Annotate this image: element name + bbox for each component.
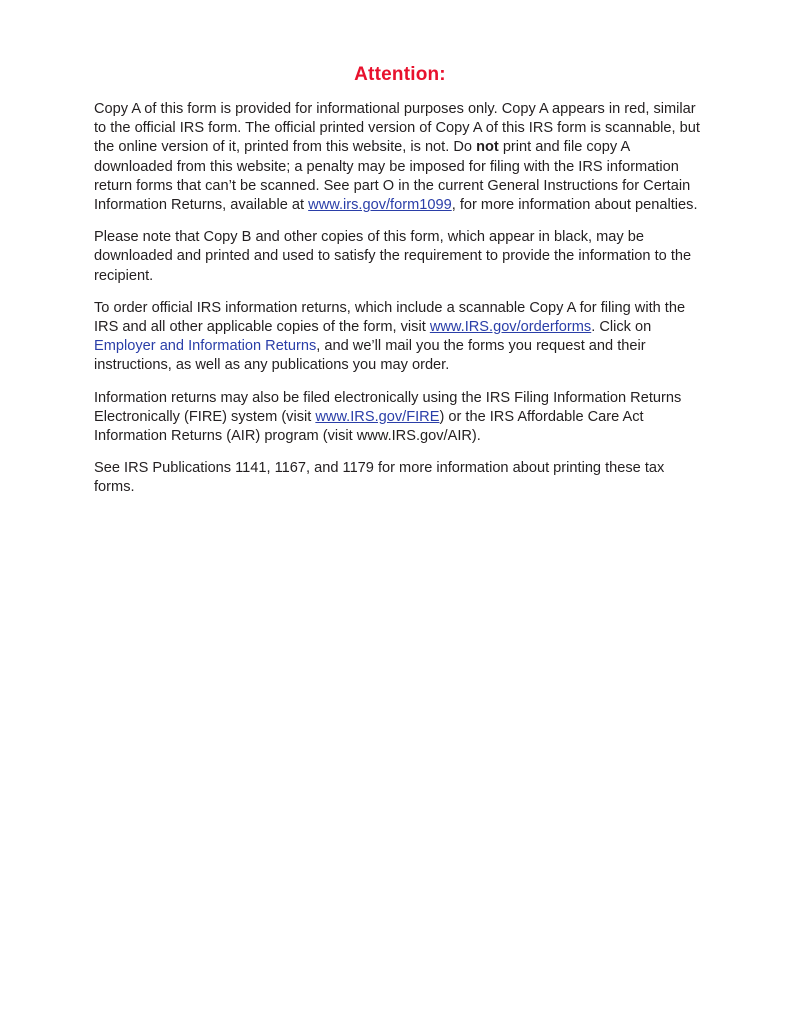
link-fire[interactable]: www.IRS.gov/FIRE [315, 408, 440, 425]
paragraph-1-text-part-2: print and file copy A downloaded from this website; a penalty may be imposed for filing with the IRS information return forms that can’t be scanned. See part O in the current General Instructions for Certain Information Returns, available at [94, 139, 691, 214]
paragraph-3-text-part-1: To order official IRS information returns, which include a scannable Copy A for filing with the IRS and all other applicable copies of the form, visit [94, 299, 686, 336]
paragraph-3-text-part-3: , and we’ll mail you the forms you request and their instructions, as well as any publications you may order. [94, 338, 646, 374]
link-orderforms[interactable]: www.IRS.gov/orderforms [429, 319, 592, 336]
page-title: Attention: [354, 64, 446, 85]
document-content [94, 64, 706, 498]
paragraph-publications [94, 459, 706, 497]
paragraph-copy-b [94, 228, 706, 286]
paragraph-4-text-part-1: Information returns may also be filed electronically using the IRS Filing Information Returns Electronically (FIRE) system (visit [94, 389, 682, 425]
paragraph-5-text: See IRS Publications 1141, 1167, and 1179 for more information about printing these tax forms. [94, 460, 665, 496]
paragraph-1-text-part-3: , for more information about penalties. [451, 197, 698, 214]
link-form1099[interactable]: www.irs.gov/form1099 [308, 197, 452, 214]
paragraph-2-text: Please note that Copy B and other copies of this form, which appear in black, may be downloaded and printed and used to satisfy the requirement to provide the information to the recipient. [94, 229, 692, 284]
paragraph-1-emphasis-not: not [476, 139, 499, 156]
link-employer-and-information-returns[interactable]: Employer and Information Returns [94, 338, 317, 355]
paragraph-fire-system [94, 389, 706, 447]
paragraph-1-text-part-1: Copy A of this form is provided for informational purposes only. Copy A appears in red, similar to the official IRS form. The official printed version of Copy A of this IRS form is scannable, but the online version of it, printed from this website, is not. Do [94, 101, 700, 156]
paragraph-informational-purposes [94, 100, 706, 215]
paragraph-order-forms [94, 299, 706, 376]
paragraph-4-text-part-2: ) or the IRS Affordable Care Act Information Returns (AIR) program (visit www.IRS.gov/AIR). [94, 408, 644, 445]
paragraph-3-text-part-2: . Click on [591, 319, 652, 336]
